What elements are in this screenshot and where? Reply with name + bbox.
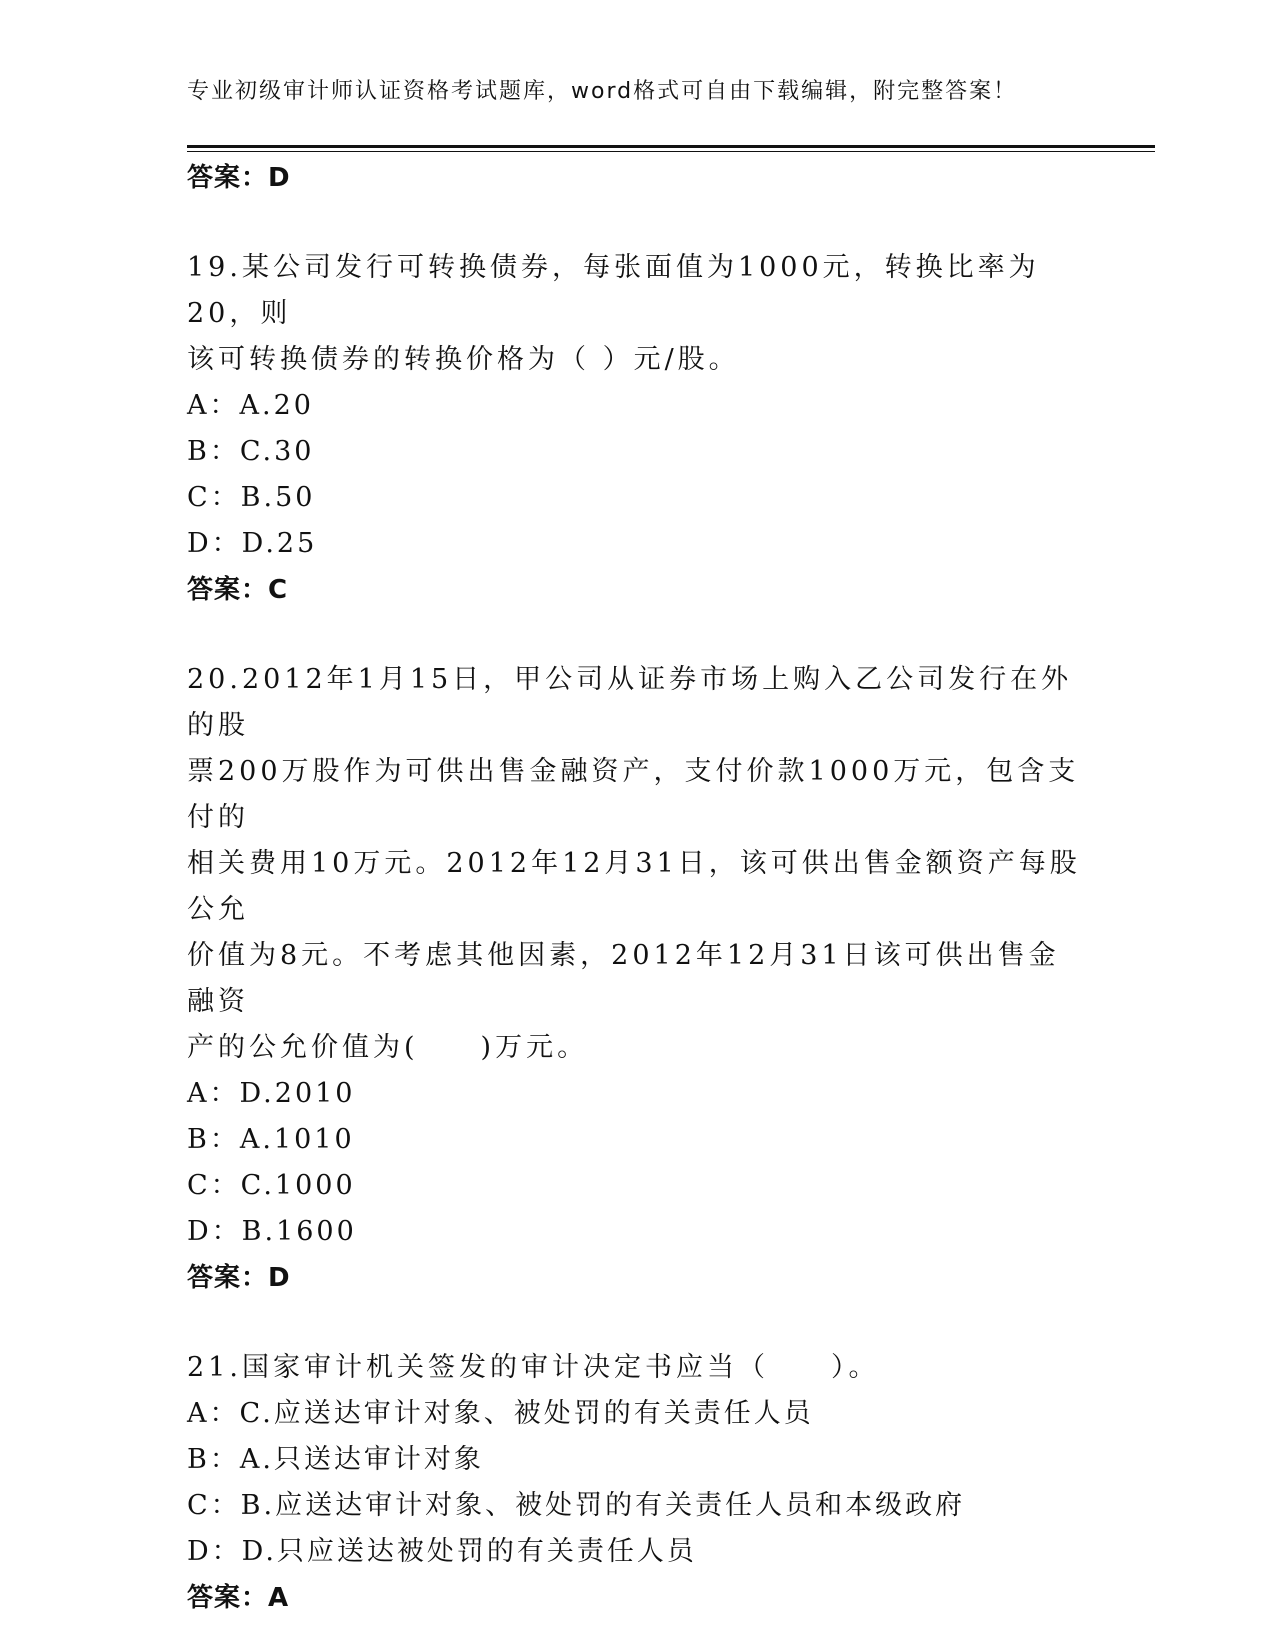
- option-b: B：A.只送达审计对象: [187, 1444, 484, 1475]
- option-b: B：C.30: [187, 436, 315, 467]
- question-19: [187, 245, 1087, 613]
- answer-line: 答案：D: [187, 1263, 291, 1293]
- question-stem-line: 20.2012年1月15日，甲公司从证券市场上购入乙公司发行在外的股: [187, 664, 1073, 741]
- question-stem-line: 19.某公司发行可转换债券，每张面值为1000元，转换比率为20，则: [187, 252, 1040, 329]
- spacer: [187, 1301, 1087, 1345]
- option-c: C：B.50: [187, 482, 316, 513]
- question-stem-line: 产的公允价值为( )万元。: [187, 1032, 589, 1063]
- spacer: [187, 613, 1087, 657]
- question-stem-line: 价值为8元。不考虑其他因素，2012年12月31日该可供出售金融资: [187, 940, 1060, 1017]
- option-a: A：C.应送达审计对象、被处罚的有关责任人员: [187, 1398, 814, 1429]
- page-content: [187, 155, 1087, 1621]
- question-stem-line: 21.国家审计机关签发的审计决定书应当（ ）。: [187, 1352, 880, 1383]
- option-a: A：D.2010: [187, 1078, 356, 1109]
- option-a: A：A.20: [187, 390, 314, 421]
- answer-line: 答案：C: [187, 575, 289, 605]
- answer-line: 答案：A: [187, 1583, 290, 1613]
- option-d: D：B.1600: [187, 1216, 357, 1247]
- option-b: B：A.1010: [187, 1124, 355, 1155]
- header-rule-thin: [187, 151, 1155, 152]
- answer-line: 答案：D: [187, 163, 291, 193]
- page-header: 专业初级审计师认证资格考试题库，word格式可自由下载编辑，附完整答案！: [187, 79, 1018, 104]
- question-21: [187, 1345, 1087, 1621]
- option-d: D：D.只应送达被处罚的有关责任人员: [187, 1536, 697, 1567]
- question-stem-line: 相关费用10万元。2012年12月31日，该可供出售金额资产每股公允: [187, 848, 1081, 925]
- question-stem-line: 该可转换债券的转换价格为（ ）元/股。: [187, 344, 740, 375]
- question-20: [187, 657, 1087, 1301]
- header-rule-thick: [187, 145, 1155, 148]
- spacer: [187, 201, 1087, 245]
- option-c: C：B.应送达审计对象、被处罚的有关责任人员和本级政府: [187, 1490, 966, 1521]
- question-stem-line: 票200万股作为可供出售金融资产，支付价款1000万元，包含支付的: [187, 756, 1080, 833]
- option-c: C：C.1000: [187, 1170, 356, 1201]
- option-d: D：D.25: [187, 528, 318, 559]
